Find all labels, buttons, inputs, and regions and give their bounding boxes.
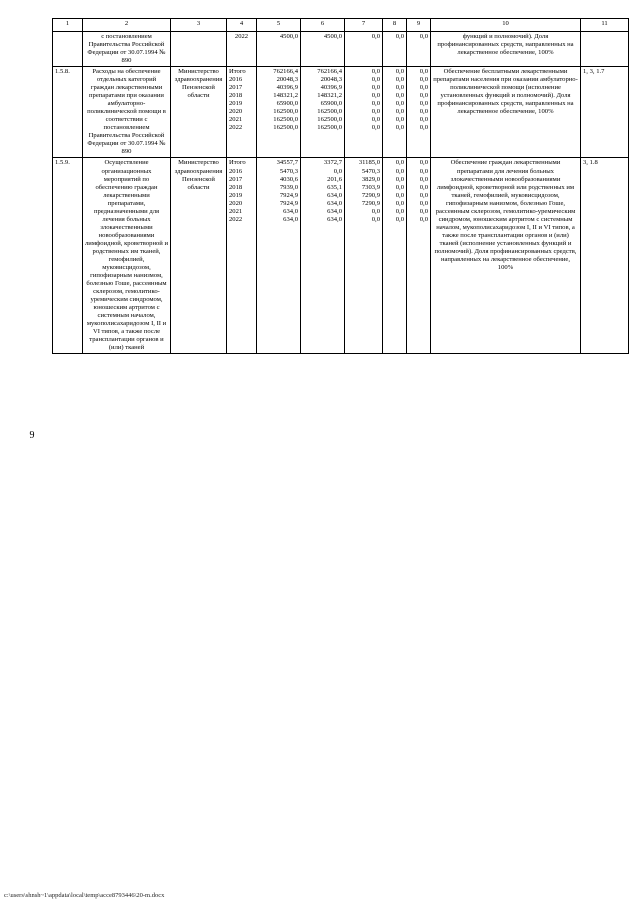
col-num-4: 4 xyxy=(227,19,257,32)
amount-value: 0,0 xyxy=(395,92,404,100)
amount-value: 0,0 xyxy=(395,183,404,191)
amount-value: 0,0 xyxy=(395,108,404,116)
amount-value: 201,6 xyxy=(327,175,342,183)
cell-executor: Министерство здравоохранения Пензенской области xyxy=(171,158,227,354)
cell-local xyxy=(383,158,407,354)
cell-ref: 1, 3, 1.7 xyxy=(581,67,629,158)
cell-indicator: Обеспечение бесплатными лекарственными препаратами населения при оказании амбулаторно-поликлинической помощи (исполнение установленных функций и полномочий). Доля профинансированных средств, направленных на лекарственное обеспечение, 100% xyxy=(431,67,581,158)
year-value: 2020 xyxy=(229,199,243,207)
amount-value: 148321,2 xyxy=(273,92,298,100)
amount-value: 40396,9 xyxy=(276,84,298,92)
col-num-7: 7 xyxy=(345,19,383,32)
amount-value: 634,0 xyxy=(327,207,342,215)
amount-value: 0,0 xyxy=(419,183,428,191)
amount-value: 0,0 xyxy=(419,100,428,108)
amount-value: 34557,7 xyxy=(276,159,298,167)
amount-value: 0,0 xyxy=(333,167,342,175)
amount-value: 0,0 xyxy=(371,92,380,100)
amount-value: 0,0 xyxy=(371,215,380,223)
col-num-11: 11 xyxy=(581,19,629,32)
cell-years xyxy=(227,67,257,158)
table-row-continued xyxy=(53,32,629,67)
cell-num: 1.5.9. xyxy=(53,158,83,354)
year-value: 2018 xyxy=(229,183,243,191)
amount-value: 20048,3 xyxy=(276,76,298,84)
cell-local xyxy=(383,67,407,158)
cell-ref xyxy=(581,32,629,67)
amount-value: 634,0 xyxy=(327,199,342,207)
amount-value: 7290,9 xyxy=(361,199,380,207)
amount-value: 0,0 xyxy=(395,159,404,167)
amount-value: 634,0 xyxy=(283,215,298,223)
cell-indicator: Обеспечение граждан лекарственными препаратами для лечения больных злокачественными новообразованиями лимфоидной, кроветворной или родственных им тканей, гемофилией, муковисцидозом, гипофизарным нанизмом, болезнью Гоше, рассеянным склерозом, гемолитико-уремическим синдромом, юношеским артритом с системным началом, мукополисахаридозом I, II и VI типов, а также после трансплантации органов и (или) тканей (исполнение установленных функций и полномочий). Доля профинансированных средств, направленных на лекарственное обеспечение, 100% xyxy=(431,158,581,354)
amount-value: 634,0 xyxy=(327,191,342,199)
amount-value: 0,0 xyxy=(419,167,428,175)
year-value: 2021 xyxy=(229,116,243,124)
cell-activity-name: с постановлением Правительства Российской Федерации от 30.07.1994 № 890 xyxy=(83,32,171,67)
amount-value: 7939,0 xyxy=(279,183,298,191)
amount-value: 634,0 xyxy=(327,215,342,223)
amount-value: 0,0 xyxy=(395,167,404,175)
amount-value: 0,0 xyxy=(419,199,428,207)
cell-activity-name: Расходы на обеспечение отдельных категорий граждан лекарственными препаратами при оказании амбулаторно-поликлинической помощи в соответствии с постановлением Правительства Российской Федерации от 30.07.1994 № 890 xyxy=(83,67,171,158)
amount-value: 0,0 xyxy=(371,116,380,124)
amount-value: 3829,0 xyxy=(361,175,380,183)
year-value: 2017 xyxy=(229,84,243,92)
col-num-10: 10 xyxy=(431,19,581,32)
cell-indicator: функций и полномочий). Доля профинансированных средств, направленных на лекарственное обеспечение, 100% xyxy=(431,32,581,67)
year-value: 2016 xyxy=(229,76,243,84)
amount-value: 31185,0 xyxy=(358,159,380,167)
amount-value: 762166,4 xyxy=(273,68,298,76)
cell-regional xyxy=(301,67,345,158)
amount-value: 634,0 xyxy=(283,207,298,215)
amount-value: 65900,0 xyxy=(320,100,342,108)
cell-other: 0,0 xyxy=(407,32,431,67)
year-value: Итого xyxy=(229,159,246,167)
amount-value: 7924,9 xyxy=(279,191,298,199)
amount-value: 635,1 xyxy=(327,183,342,191)
col-num-2: 2 xyxy=(83,19,171,32)
amount-value: 0,0 xyxy=(419,68,428,76)
year-value: Итого xyxy=(229,68,246,76)
cell-num xyxy=(53,32,83,67)
amount-value: 0,0 xyxy=(419,175,428,183)
year-value: 2019 xyxy=(229,100,243,108)
amount-value: 0,0 xyxy=(419,108,428,116)
amount-value: 0,0 xyxy=(419,116,428,124)
amount-value: 0,0 xyxy=(395,124,404,132)
col-num-6: 6 xyxy=(301,19,345,32)
amount-value: 7290,9 xyxy=(361,191,380,199)
amount-value: 5470,3 xyxy=(361,167,380,175)
cell-regional xyxy=(301,158,345,354)
cell-other xyxy=(407,67,431,158)
col-num-5: 5 xyxy=(257,19,301,32)
cell-total: 4500,0 xyxy=(257,32,301,67)
cell-activity-name: Осуществление организационных мероприятий по обеспечению граждан лекарственными препаратами, предназначенными для лечения больных злокачественными новообразованиями лимфоидной, кроветворной и родственных им тканей, гемофилией, муковисцидозом, гипофизарным нанизмом, болезнью Гоше, рассеянным склерозом, гемолитико-уремическим синдромом, юношеским артритом с системным началом, мукополисахаридозом I, II и VI типов, а также после трансплантации органов и (или) тканей xyxy=(83,158,171,354)
amount-value: 0,0 xyxy=(371,124,380,132)
column-number-row xyxy=(53,19,629,32)
amount-value: 162500,0 xyxy=(317,108,342,116)
amount-value: 0,0 xyxy=(395,100,404,108)
year-value: 2020 xyxy=(229,108,243,116)
cell-regional: 4500,0 xyxy=(301,32,345,67)
amount-value: 0,0 xyxy=(395,191,404,199)
year-value: 2019 xyxy=(229,191,243,199)
col-num-8: 8 xyxy=(383,19,407,32)
cell-num: 1.5.8. xyxy=(53,67,83,158)
amount-value: 0,0 xyxy=(419,124,428,132)
amount-value: 162500,0 xyxy=(317,124,342,132)
amount-value: 7924,9 xyxy=(279,199,298,207)
cell-executor xyxy=(171,32,227,67)
amount-value: 0,0 xyxy=(395,84,404,92)
year-value: 2018 xyxy=(229,92,243,100)
amount-value: 5470,3 xyxy=(279,167,298,175)
amount-value: 40396,9 xyxy=(320,84,342,92)
amount-value: 7303,9 xyxy=(361,183,380,191)
amount-value: 0,0 xyxy=(395,199,404,207)
amount-value: 0,0 xyxy=(371,100,380,108)
amount-value: 0,0 xyxy=(419,215,428,223)
amount-value: 0,0 xyxy=(395,207,404,215)
amount-value: 762166,4 xyxy=(317,68,342,76)
file-path-footer: c:\users\shnsh~1\appdata\local\temp\acce8793446\20-m.docx xyxy=(4,892,165,899)
amount-value: 0,0 xyxy=(395,215,404,223)
amount-value: 148321,2 xyxy=(317,92,342,100)
cell-federal xyxy=(345,67,383,158)
amount-value: 0,0 xyxy=(419,191,428,199)
amount-value: 0,0 xyxy=(419,159,428,167)
amount-value: 0,0 xyxy=(419,76,428,84)
amount-value: 162500,0 xyxy=(273,124,298,132)
program-activities-table xyxy=(52,18,629,354)
amount-value: 0,0 xyxy=(371,68,380,76)
amount-value: 0,0 xyxy=(395,116,404,124)
cell-total xyxy=(257,158,301,354)
year-value: 2022 xyxy=(229,124,243,132)
cell-local: 0,0 xyxy=(383,32,407,67)
year-value: 2017 xyxy=(229,175,243,183)
table-row-1-5-8 xyxy=(53,67,629,158)
page-number: 9 xyxy=(29,430,35,441)
amount-value: 162500,0 xyxy=(273,108,298,116)
cell-years xyxy=(227,158,257,354)
amount-value: 0,0 xyxy=(419,84,428,92)
amount-value: 0,0 xyxy=(395,175,404,183)
amount-value: 0,0 xyxy=(371,108,380,116)
year-value: 2016 xyxy=(229,167,243,175)
amount-value: 65900,0 xyxy=(276,100,298,108)
table-row-1-5-9 xyxy=(53,158,629,354)
cell-year: 2022 xyxy=(227,32,257,67)
amount-value: 0,0 xyxy=(395,76,404,84)
year-value: 2021 xyxy=(229,207,243,215)
amount-value: 3372,7 xyxy=(323,159,342,167)
amount-value: 0,0 xyxy=(371,76,380,84)
col-num-1: 1 xyxy=(53,19,83,32)
amount-value: 0,0 xyxy=(371,84,380,92)
amount-value: 20048,3 xyxy=(320,76,342,84)
year-value: 2022 xyxy=(229,215,243,223)
cell-total xyxy=(257,67,301,158)
cell-other xyxy=(407,158,431,354)
amount-value: 0,0 xyxy=(395,68,404,76)
cell-federal: 0,0 xyxy=(345,32,383,67)
amount-value: 0,0 xyxy=(419,92,428,100)
amount-value: 162500,0 xyxy=(273,116,298,124)
col-num-9: 9 xyxy=(407,19,431,32)
col-num-3: 3 xyxy=(171,19,227,32)
amount-value: 4030,6 xyxy=(279,175,298,183)
cell-ref: 3, 1.8 xyxy=(581,158,629,354)
cell-federal xyxy=(345,158,383,354)
amount-value: 0,0 xyxy=(419,207,428,215)
amount-value: 162500,0 xyxy=(317,116,342,124)
cell-executor: Министерство здравоохранения Пензенской области xyxy=(171,67,227,158)
amount-value: 0,0 xyxy=(371,207,380,215)
